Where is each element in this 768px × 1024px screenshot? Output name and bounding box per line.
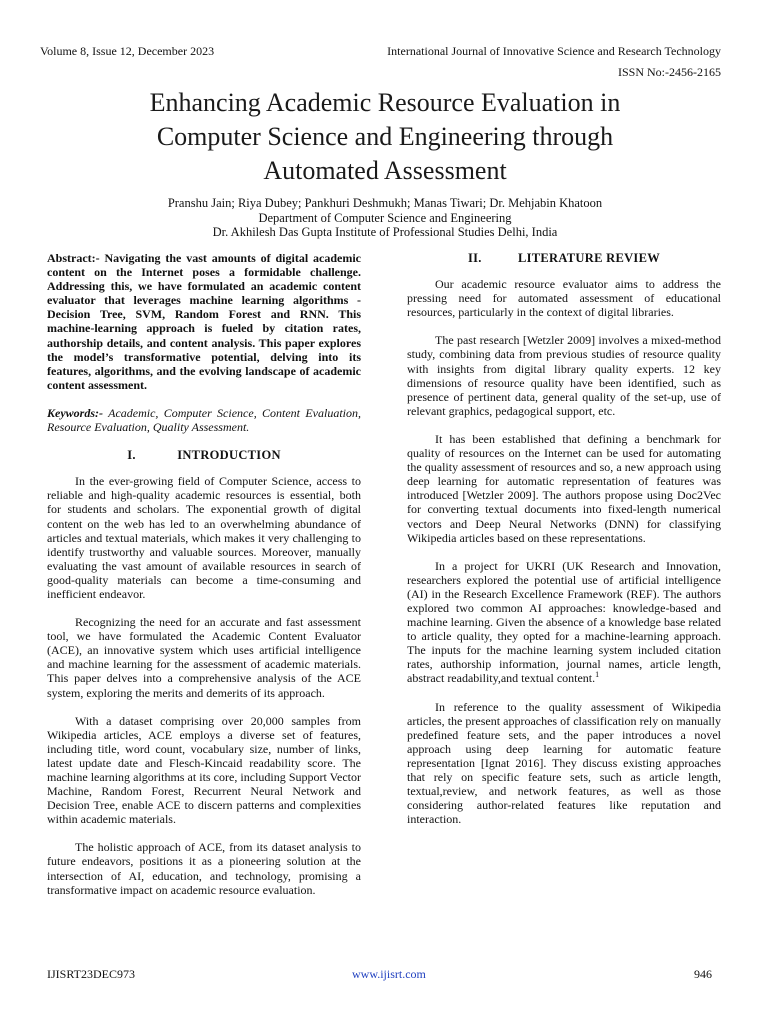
literature-paragraph: The past research [Wetzler 2009] involves a mixed-method study, combining data from previous studies of resource quality with insights from digital library quality experts. 12 key dimensions of resource quality have been identified, such as presence of pertinent data, general quality of the set-up, use of relevant graphics, pedagogical support, etc.: [407, 333, 721, 418]
section-title: LITERATURE REVIEW: [517, 251, 661, 265]
author-names: Pranshu Jain; Riya Dubey; Pankhuri Deshmukh; Manas Tiwari; Dr. Mehjabin Khatoon: [167, 196, 603, 210]
literature-paragraph: In reference to the quality assessment of Wikipedia articles, the present approaches of classification rely on manually predefined feature sets, and the paper introduces a novel approach using deep learning for automatic feature representation [Ignat 2016]. They discuss existing approaches that rely on specific feature sets, such as article length, textual,review, and network features, as well as those considering author-related features like reputation and interaction.: [407, 699, 721, 827]
intro-paragraph: In the ever-growing field of Computer Science, access to reliable and high-quality academic resources is essential, both for students and scholars. The exponential growth of digital content on the web has led to an overwhelming abundance of articles and textual materials, which makes it very challenging to identify trustworthy and valuable sources. Moreover, manually evaluating the vast amount of available resources in search of good-quality materials can become a time-consuming and inefficient endeavor.: [47, 474, 361, 601]
literature-paragraph-text: In a project for UKRI (UK Research and Innovation, researchers explored the potential use of artificial intelligence (AI) in the Research Excellence Framework (REF). The authors explored two common AI approaches: knowledge-based and machine learning. Given the absence of a knowledge base related to article quality, they opted for a machine-learning approach. The inputs for the machine learning system included citation rates, authorship information, journal names, article length, abstract readability,and textual content.: [407, 558, 721, 686]
literature-heading: [407, 251, 721, 265]
section-number: II.: [467, 251, 482, 265]
article-code: IJISRT23DEC973: [47, 967, 135, 981]
keywords: [47, 406, 361, 434]
volume-info: Volume 8, Issue 12, December 2023: [40, 44, 215, 58]
right-column: [407, 251, 721, 840]
keywords-text: Academic, Computer Science, Content Evaluation, Resource Evaluation, Quality Assessment.: [47, 405, 361, 435]
left-column: [47, 251, 361, 911]
intro-paragraph: Recognizing the need for an accurate and fast assessment tool, we have formulated the Academic Content Evaluator (ACE), an innovative system which uses artificial intelligence and machine learning for the assessment of academic materials. This paper delves into a comprehensive analysis of the ACE system, exploring the merits and demerits of its approach.: [47, 615, 361, 700]
section-number: I.: [127, 448, 136, 463]
literature-paragraph: Our academic resource evaluator aims to address the pressing need for automated assessment of educational resources, particularly in the context of digital libraries.: [407, 277, 721, 320]
department: Department of Computer Science and Engineering: [258, 210, 512, 225]
journal-link[interactable]: www.ijisrt.com: [352, 967, 426, 981]
title-line-2: Computer Science and Engineering through: [156, 122, 614, 151]
introduction-heading: [47, 448, 361, 462]
literature-paragraph: It has been established that defining a benchmark for quality of resources on the Internet can be used for automating the quality assessment of resources and so, a new approach using deep learning for automatic representation of features was introduced [Wetzler 2009]. The authors propose using Doc2Vec for converting textual documents into fixed-length numerical vectors and Deep Neural Networks (DNN) for classifying Wikipedia articles based on these representations.: [407, 431, 721, 545]
journal-name: International Journal of Innovative Science and Research Technology: [387, 44, 721, 58]
footnote-mark: 1: [595, 670, 600, 680]
intro-paragraph: The holistic approach of ACE, from its dataset analysis to future endeavors, positions it as a pioneering solution at the intersection of AI, education, and technology, promising a transformative impact on academic resource evaluation.: [47, 840, 361, 897]
title-line-1: Enhancing Academic Resource Evaluation in: [149, 88, 621, 117]
paper-title: [40, 86, 730, 188]
keywords-label: Keywords:-: [47, 405, 103, 420]
author-block: [40, 196, 730, 240]
literature-paragraph: [407, 559, 721, 686]
abstract: Abstract:- Navigating the vast amounts of digital academic content on the Internet poses a formidable challenge. Addressing this, we have formulated an academic content evaluator that leverages machine learning algorithms - Decision Tree, SVM, Random Forest and RNN. This machine-learning approach is fueled by citation rates, authorship details, and content analysis. This paper explores the model’s transformative potential, delving into its features, algorithms, and the evolving landscape of academic content assessment.: [47, 251, 361, 392]
title-line-3: Automated Assessment: [263, 156, 507, 185]
page-number: 946: [694, 967, 712, 981]
issn: ISSN No:-2456-2165: [617, 65, 721, 79]
institute: Dr. Akhilesh Das Gupta Institute of Professional Studies Delhi, India: [212, 225, 558, 239]
section-title: INTRODUCTION: [177, 448, 281, 463]
intro-paragraph: With a dataset comprising over 20,000 samples from Wikipedia articles, ACE employs a diverse set of features, including title, word count, vocabulary size, number of links, latest update date and Flesch-Kincaid readability score. The machine learning algorithms at its core, including Support Vector Machine, Random Forest, Recurrent Neural Network and Decision Tree, enable ACE to discern patterns and complexities within academic materials.: [47, 713, 361, 827]
